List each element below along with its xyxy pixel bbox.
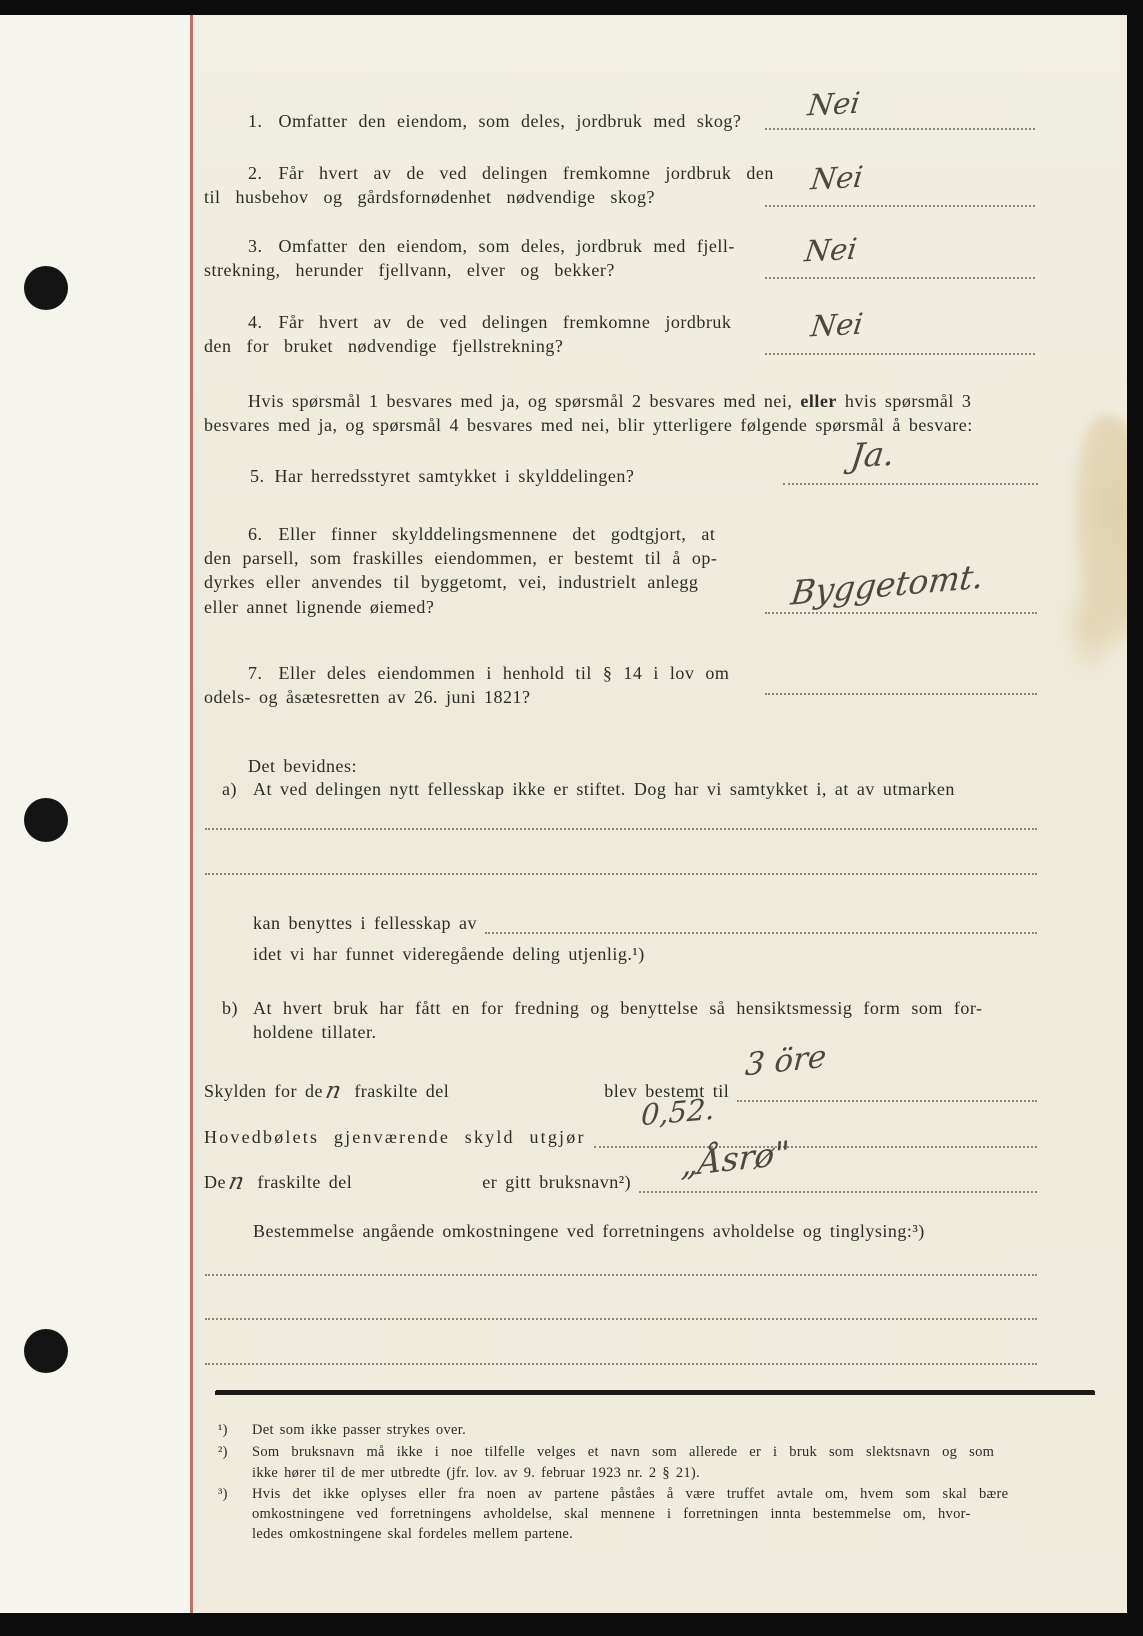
scan-border-right [1127,0,1143,1636]
answer-line-5 [783,483,1038,485]
footnote-separator-rule [215,1391,1095,1395]
question-4-number: 4. [248,312,263,332]
question-2-number: 2. [248,163,263,183]
attest-a-text: At ved delingen nytt fellesskap ikke er stiftet. Dog har vi samtykket i, at av utmarken [253,779,955,799]
bruksnavn-label-mid: fraskilte del [257,1172,353,1192]
footnote-2-text: Som bruksnavn må ikke i noe tilfelle velges et navn som allerede er i bruk som slektsnavn og som [252,1444,995,1460]
question-4-line: Får hvert av de ved delingen fremkomne jordbruk [278,312,732,332]
handwritten-answer-1: Nei [805,85,862,123]
scan-border-bottom [0,1613,1143,1636]
attest-b-line-2: holdene tillater. [253,1022,377,1042]
question-3-number: 3. [248,236,263,256]
blank-line [205,873,1037,875]
intro-paragraph-line-2: besvares med ja, og spørsmål 4 besvares med nei, blir ytterligere følgende spørsmål å besvare: [204,415,973,435]
attest-heading: Det bevidnes: [248,756,357,776]
attest-a-label: a) [222,779,237,799]
intro-text: hvis spørsmål 3 [836,391,972,411]
intro-paragraph-line-1 [248,390,971,412]
skyld-label-pre: Skylden for de [204,1081,323,1101]
bruksnavn-answer-line [639,1186,1037,1193]
costs-label: Bestemmelse angående omkostningene ved forretningens avholdelse og tinglysing:³) [253,1221,925,1241]
question-7-line: Eller deles eiendommen i henhold til § 14 i lov om [278,663,730,683]
handwritten-n: n [323,1078,345,1104]
blank-line [205,1363,1037,1365]
punch-hole [24,1329,68,1373]
answer-line-1 [765,128,1035,130]
handwritten-answer-4: Nei [808,306,865,344]
footnote-2-mark: ²) [218,1444,228,1460]
question-1-line: Omfatter den eiendom, som deles, jordbruk med skog? [278,111,742,131]
answer-line-4 [765,353,1035,355]
footnote-3-text: Hvis det ikke oplyses eller fra noen av partene påståes å være truffet avtale om, hvem som skal bære [252,1486,1009,1502]
blank-line [205,1318,1037,1320]
question-4-line: den for bruket nødvendige fjellstrekning? [204,336,564,356]
question-5-number: 5. [250,466,265,486]
skyld-answer-line [737,1095,1037,1102]
punch-hole [24,798,68,842]
question-6-line: den parsell, som fraskilles eiendommen, er bestemt til å op- [204,548,718,568]
question-6-line: eller annet lignende øiemed? [204,597,435,617]
question-1-text [248,110,741,132]
blank-line [205,1274,1037,1276]
handwritten-answer-5: Ja. [848,433,897,476]
footnote-1-mark: ¹) [218,1422,228,1438]
attest-b-line-1: At hvert bruk har fått en for fredning og benyttelse så hensiktsmessig form som for- [253,998,983,1018]
scan-border-top [0,0,1143,15]
question-7-line: odels- og åsætesretten av 26. juni 1821? [204,687,531,707]
blank-line [205,828,1037,830]
footnote-3-text: ledes omkostningene skal fordeles mellem partene. [252,1526,574,1542]
remaining-skyld-line [204,1127,1037,1148]
footnote-3-mark: ³) [218,1486,228,1502]
adjacent-page-edge [0,15,190,1613]
question-2-text [248,162,774,184]
handwritten-answer-2: Nei [808,159,865,197]
question-4-text [248,311,731,333]
bruksnavn-line [204,1169,1037,1195]
question-5-text [250,465,634,487]
paper-stain [1061,570,1121,680]
shared-use-label: kan benyttes i fellesskap av [253,913,477,933]
remaining-skyld-answer-line [594,1141,1037,1148]
footnote-1-text: Det som ikke passer strykes over. [252,1422,466,1438]
handwritten-answer-3: Nei [802,231,859,269]
handwritten-answer-6: Byggetomt. [788,556,986,613]
question-3-line: strekning, herunder fjellvann, elver og bekker? [204,260,615,280]
skyld-line [204,1078,1037,1104]
handwritten-bruksnavn: „Åsrø" [679,1133,791,1184]
handwritten-remaining-skyld: 0,52. [640,1091,716,1133]
question-7-text [248,662,729,684]
question-6-text [248,523,715,545]
question-2-line: til husbehov og gårdsfornødenhet nødvendige skog? [204,187,655,207]
question-6-line: Eller finner skylddelingsmennene det godtgjort, at [278,524,716,544]
footnote-2-text: ikke hører til de mer utbredte (jfr. lov. av 9. februar 1923 nr. 2 § 21). [252,1465,700,1481]
question-3-line: Omfatter den eiendom, som deles, jordbruk med fjell- [278,236,735,256]
question-3-text [248,235,735,257]
question-1-number: 1. [248,111,263,131]
form-page [193,15,1127,1613]
answer-line-2 [765,205,1035,207]
question-6-line: dyrkes eller anvendes til byggetomt, vei, industrielt anlegg [204,572,699,592]
answer-line-7 [765,693,1037,695]
handwritten-skyld-value: 3 öre [743,1038,828,1084]
skyld-label-post: blev bestemt til [604,1081,730,1101]
blank-line [485,927,1037,934]
bruksnavn-label-pre: De [204,1172,226,1192]
question-2-line: Får hvert av de ved delingen fremkomne jordbruk den [278,163,774,183]
punch-hole [24,266,68,310]
answer-line-6 [765,612,1037,614]
intro-bold-word: eller [800,391,837,411]
remaining-skyld-label: Hovedbølets gjenværende skyld utgjør [204,1127,586,1147]
handwritten-n: n [226,1169,248,1195]
attest-b-label: b) [222,998,238,1018]
bruksnavn-label-post: er gitt bruksnavn²) [482,1172,632,1192]
shared-use-line [253,913,1037,934]
question-6-number: 6. [248,524,263,544]
footnote-3-text: omkostningene ved forretningens avholdelse, skal mennene i forretningen innta bestemmelse om, hvor- [252,1506,971,1522]
unsuitable-line: idet vi har funnet videregående deling utjenlig.¹) [253,944,645,964]
question-5-line: Har herredsstyret samtykket i skylddelingen? [274,466,635,486]
skyld-label-mid: fraskilte del [354,1081,450,1101]
question-7-number: 7. [248,663,263,683]
answer-line-3 [765,277,1035,279]
intro-text: Hvis spørsmål 1 besvares med ja, og spørsmål 2 besvares med nei, [248,391,801,411]
